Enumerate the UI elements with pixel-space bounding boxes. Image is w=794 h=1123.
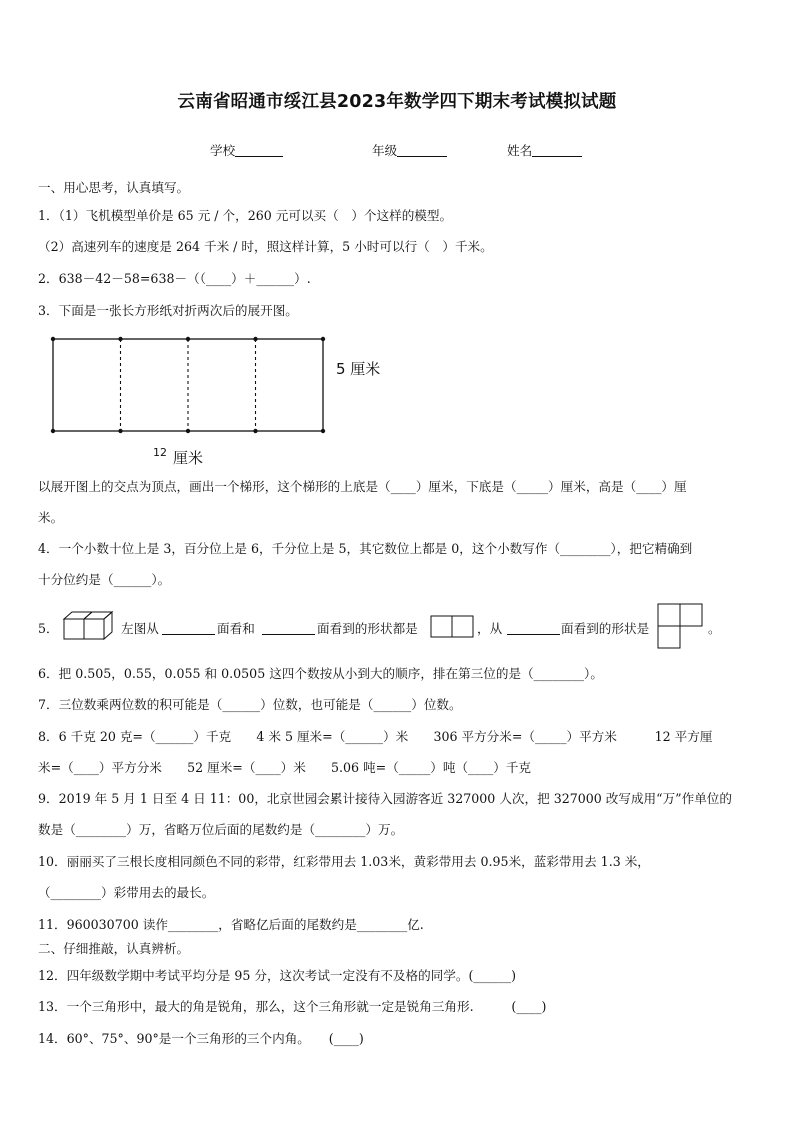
question-4a: 4．一个小数十位上是 3，百分位上是 6，千分位上是 5，其它数位上都是 0，这个小数写作（________），把它精确到 bbox=[38, 541, 693, 556]
question-6: 6．把 0.505，0.55，0.055 和 0.0505 这四个数按从小到大的顺序，排在第三位的是（________）。 bbox=[38, 666, 603, 681]
question-5-number: 5． bbox=[38, 621, 59, 636]
width-unit: 厘米 bbox=[173, 449, 204, 467]
question-5-text-2: 面看和 bbox=[217, 621, 255, 636]
question-5-text-5: 面看到的形状是 bbox=[561, 621, 650, 636]
page-title: 云南省昭通市绥江县2023年数学四下期末考试模拟试题 bbox=[177, 92, 617, 112]
question-7: 7．三位数乘两位数的积可能是（______）位数，也可能是（______）位数。 bbox=[38, 697, 462, 712]
question-11: 11．960030700 读作________，省略亿后面的尾数约是________亿. bbox=[38, 917, 424, 932]
question-1a: 1．（1）飞机模型单价是 65 元 / 个，260 元可以买（ ）个这样的模型。 bbox=[38, 208, 453, 223]
q5-blank-3[interactable] bbox=[507, 620, 560, 635]
question-3: 3．下面是一张长方形纸对折两次后的展开图。 bbox=[38, 303, 298, 318]
question-3b: 米。 bbox=[38, 510, 64, 525]
grade-blank[interactable] bbox=[397, 142, 447, 157]
grade-label: 年级 bbox=[372, 143, 398, 158]
width-number: 12 bbox=[153, 446, 167, 459]
question-12: 12．四年级数学期中考试平均分是 95 分，这次考试一定没有不及格的同学。(______) bbox=[38, 968, 517, 983]
question-5-text-6: 。 bbox=[708, 621, 721, 636]
question-8b: 米=（____）平方分米 52 厘米=（____）米 5.06 吨=（_____）吨（____）千克 bbox=[38, 760, 532, 775]
school-field[interactable] bbox=[210, 140, 283, 159]
question-8a: 8．6 千克 20 克=（______）千克 4 米 5 厘米=（______）米 306 平方分米=（_____）平方米 12 平方厘 bbox=[38, 729, 713, 744]
height-label: 5 厘米 bbox=[336, 360, 381, 378]
section-1-heading: 一、用心思考，认真填写。 bbox=[38, 180, 190, 195]
section-2-heading: 二、仔细推敲，认真辨析。 bbox=[38, 941, 190, 956]
l-shape-view-icon bbox=[657, 603, 705, 649]
question-5-text-1: 左图从 bbox=[121, 621, 159, 636]
cube-stack-icon bbox=[62, 609, 118, 643]
q5-blank-2[interactable] bbox=[262, 620, 315, 635]
question-10a: 10．丽丽买了三根长度相同颜色不同的彩带，红彩带用去 1.03米，黄彩带用去 0.95米，蓝彩带用去 1.3 米， bbox=[38, 854, 650, 869]
two-squares-view-icon bbox=[430, 615, 476, 639]
unfolded-rectangle-figure bbox=[40, 328, 420, 473]
q5-blank-1[interactable] bbox=[162, 620, 215, 635]
question-3a: 以展开图上的交点为顶点，画出一个梯形，这个梯形的上底是（____）厘米，下底是（_____）厘米，高是（____）厘 bbox=[38, 479, 687, 494]
question-9b: 数是（________）万，省略万位后面的尾数约是（________）万。 bbox=[38, 822, 404, 837]
question-5-text-3: 面看到的形状都是 bbox=[317, 621, 418, 636]
school-label: 学校 bbox=[210, 143, 236, 158]
question-9a: 9．2019 年 5 月 1 日至 4 日 11：00，北京世园会累计接待入园游客近 327000 人次，把 327000 改写成用“万”作单位的 bbox=[38, 791, 732, 806]
name-label: 姓名 bbox=[507, 143, 533, 158]
question-4b: 十分位约是（______）。 bbox=[38, 572, 171, 587]
name-field[interactable] bbox=[507, 140, 582, 159]
name-blank[interactable] bbox=[532, 142, 582, 157]
grade-field[interactable] bbox=[372, 140, 447, 159]
question-2: 2．638－42－58=638－（（____）＋______）. bbox=[38, 271, 311, 286]
question-1b: （2）高速列车的速度是 264 千米 / 时，照这样计算，5 小时可以行（ ）千米。 bbox=[38, 239, 493, 254]
question-5-text-4: ，从 bbox=[477, 621, 503, 636]
question-10b: （________）彩带用去的最长。 bbox=[38, 885, 215, 900]
question-13: 13．一个三角形中，最大的角是锐角，那么，这个三角形就一定是锐角三角形. (____) bbox=[38, 999, 547, 1014]
question-14: 14．60°、75°、90°是一个三角形的三个内角。 (____) bbox=[38, 1031, 364, 1046]
school-blank[interactable] bbox=[235, 142, 283, 157]
